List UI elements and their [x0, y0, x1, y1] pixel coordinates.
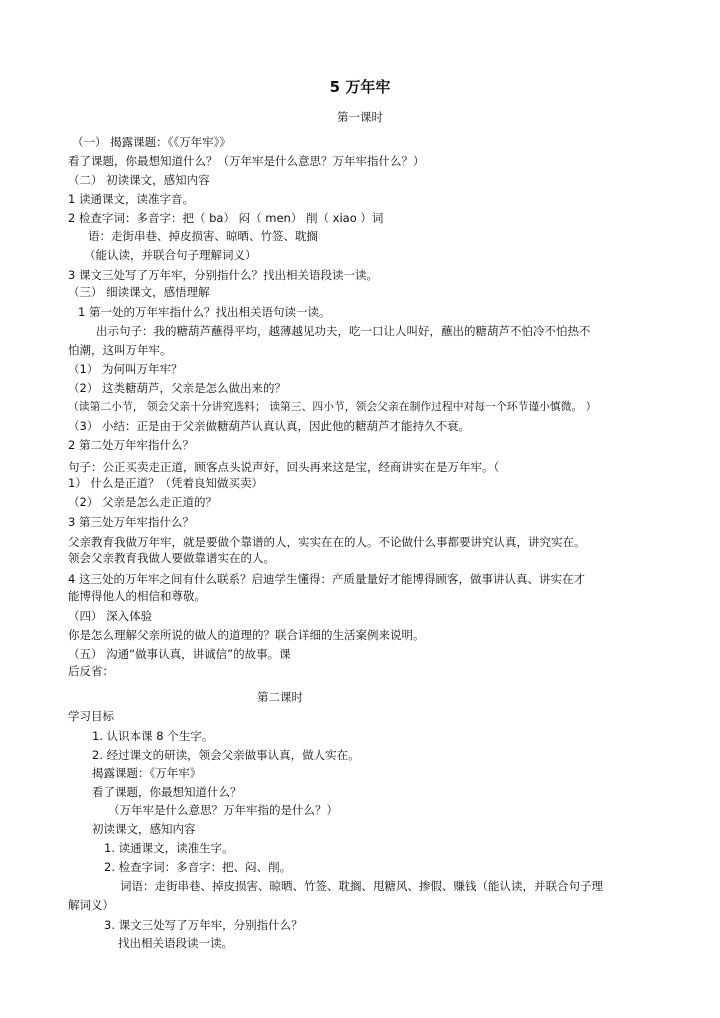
text-line: （2） 父亲是怎么走正道的？ — [68, 495, 217, 509]
text-line: 3 第三处万年牢指什么？ — [68, 515, 194, 529]
text-line: （1） 为何叫万年牢？ — [68, 362, 183, 376]
text-line: 找出相关语段读一读。 — [118, 936, 233, 950]
text-line: （2） 这类糖葫芦，父亲是怎么做出来的？ — [68, 381, 286, 395]
text-line: 解词义） — [68, 898, 114, 912]
text-line: 父亲教育我做万年牢，就是要做个靠谱的人，实实在在的人。不论做什么事都要讲究认真，讲究实在。 — [68, 535, 586, 549]
text-line: （四） 深入体验 — [68, 609, 153, 623]
text-line: 2. 检查字词：多音字：把、闷、削。 — [104, 860, 292, 874]
text-line: 1. 认识本课 8 个生字。 — [92, 729, 214, 743]
text-line: 能博得他人的相信和尊敬。 — [68, 589, 206, 603]
text-line: （万年牢是什么意思？万年牢指的是什么？） — [108, 803, 338, 817]
text-line: （三） 细读课文，感悟理解 — [68, 285, 210, 299]
text-line: 出示句子：我的糖葫芦蘸得平均，越薄越见功夫，吃一口让人叫好，蘸出的糖葫芦不怕冷不怕热不 — [96, 324, 591, 338]
text-line: 4 这三处的万年牢之间有什么联系？启迪学生懂得：产质量量好才能博得顾客，做事讲认真、讲实在才 — [68, 572, 585, 586]
text-line: 揭露课题：《万年牢》 — [92, 766, 202, 780]
text-line: 1 第一处的万年牢指什么？找出相关语句读一读。 — [78, 305, 331, 319]
text-line: （能认读，并联合句子理解词义） — [84, 248, 257, 262]
text-line: 领会父亲教育我做人要做靠谱实在的人。 — [68, 551, 275, 565]
text-line: （读第二小节， 领会父亲十分讲究选料； 读第三、四小节，领会父亲在制作过程中对每一个环节谨小慎微。 ） — [68, 400, 597, 413]
text-line: （3） 小结：正是由于父亲做糖葫芦认真认真，因此他的糖葫芦才能持久不衰。 — [68, 419, 470, 433]
text-line: （五） 沟通“做事认真，讲诚信”的故事。课 — [68, 647, 291, 661]
text-line: 后反省： — [68, 664, 114, 678]
text-line: 初读课文，感知内容 — [92, 822, 196, 836]
text-line: 1 读通课文，读准字音。 — [68, 192, 194, 206]
text-line: 3 课文三处写了万年牢，分别指什么？找出相关语段读一读。 — [68, 268, 378, 282]
doc-title: 5 万年牢 — [329, 78, 391, 96]
text-line: 1. 读通课文，读准生字。 — [104, 841, 234, 855]
text-line: 句子：公正买卖走正道，顾客点头说声好，回头再来这是宝，经商讲实在是万年牢。（ — [68, 460, 500, 474]
text-line: 2 第二处万年牢指什么？ — [68, 438, 194, 452]
text-line: 3. 课文三处写了万年牢，分别指什么？ — [104, 918, 303, 932]
text-line: 看了课题，你最想知道什么？（万年牢是什么意思？万年牢指什么？） — [68, 154, 425, 168]
text-line: 怕潮，这叫万年牢。 — [68, 343, 172, 357]
text-line: 1） 什么是正道？（凭着良知做买卖） — [68, 476, 263, 490]
text-line: 2. 经过课文的研读，领会父亲做事认真，做人实在。 — [92, 748, 360, 762]
text-line: （一） 揭露课题：《《万年牢》》 — [72, 135, 231, 149]
text-line: （二） 初读课文，感知内容 — [68, 173, 210, 187]
text-line: 语：走街串巷、掉皮损害、晾晒、竹签、耽搁 — [88, 229, 318, 243]
text-line: 学习目标 — [68, 709, 114, 723]
text-line: 2 检查字词：多音字：把（ ba） 闷（ men） 削（ xiao ）词 — [68, 211, 384, 225]
text-line: 词语：走街串巷、掉皮损害、晾晒、竹签、耽搁、甩糖风、掺假、赚钱（能认读，并联合句子理 — [120, 879, 603, 893]
lesson1-heading: 第一课时 — [337, 110, 383, 124]
text-line: 你是怎么理解父亲所说的做人的道理的？联合详细的生活案例来说明。 — [68, 628, 425, 642]
lesson2-heading: 第二课时 — [257, 690, 303, 704]
text-line: 看了课题，你最想知道什么？ — [92, 785, 242, 799]
